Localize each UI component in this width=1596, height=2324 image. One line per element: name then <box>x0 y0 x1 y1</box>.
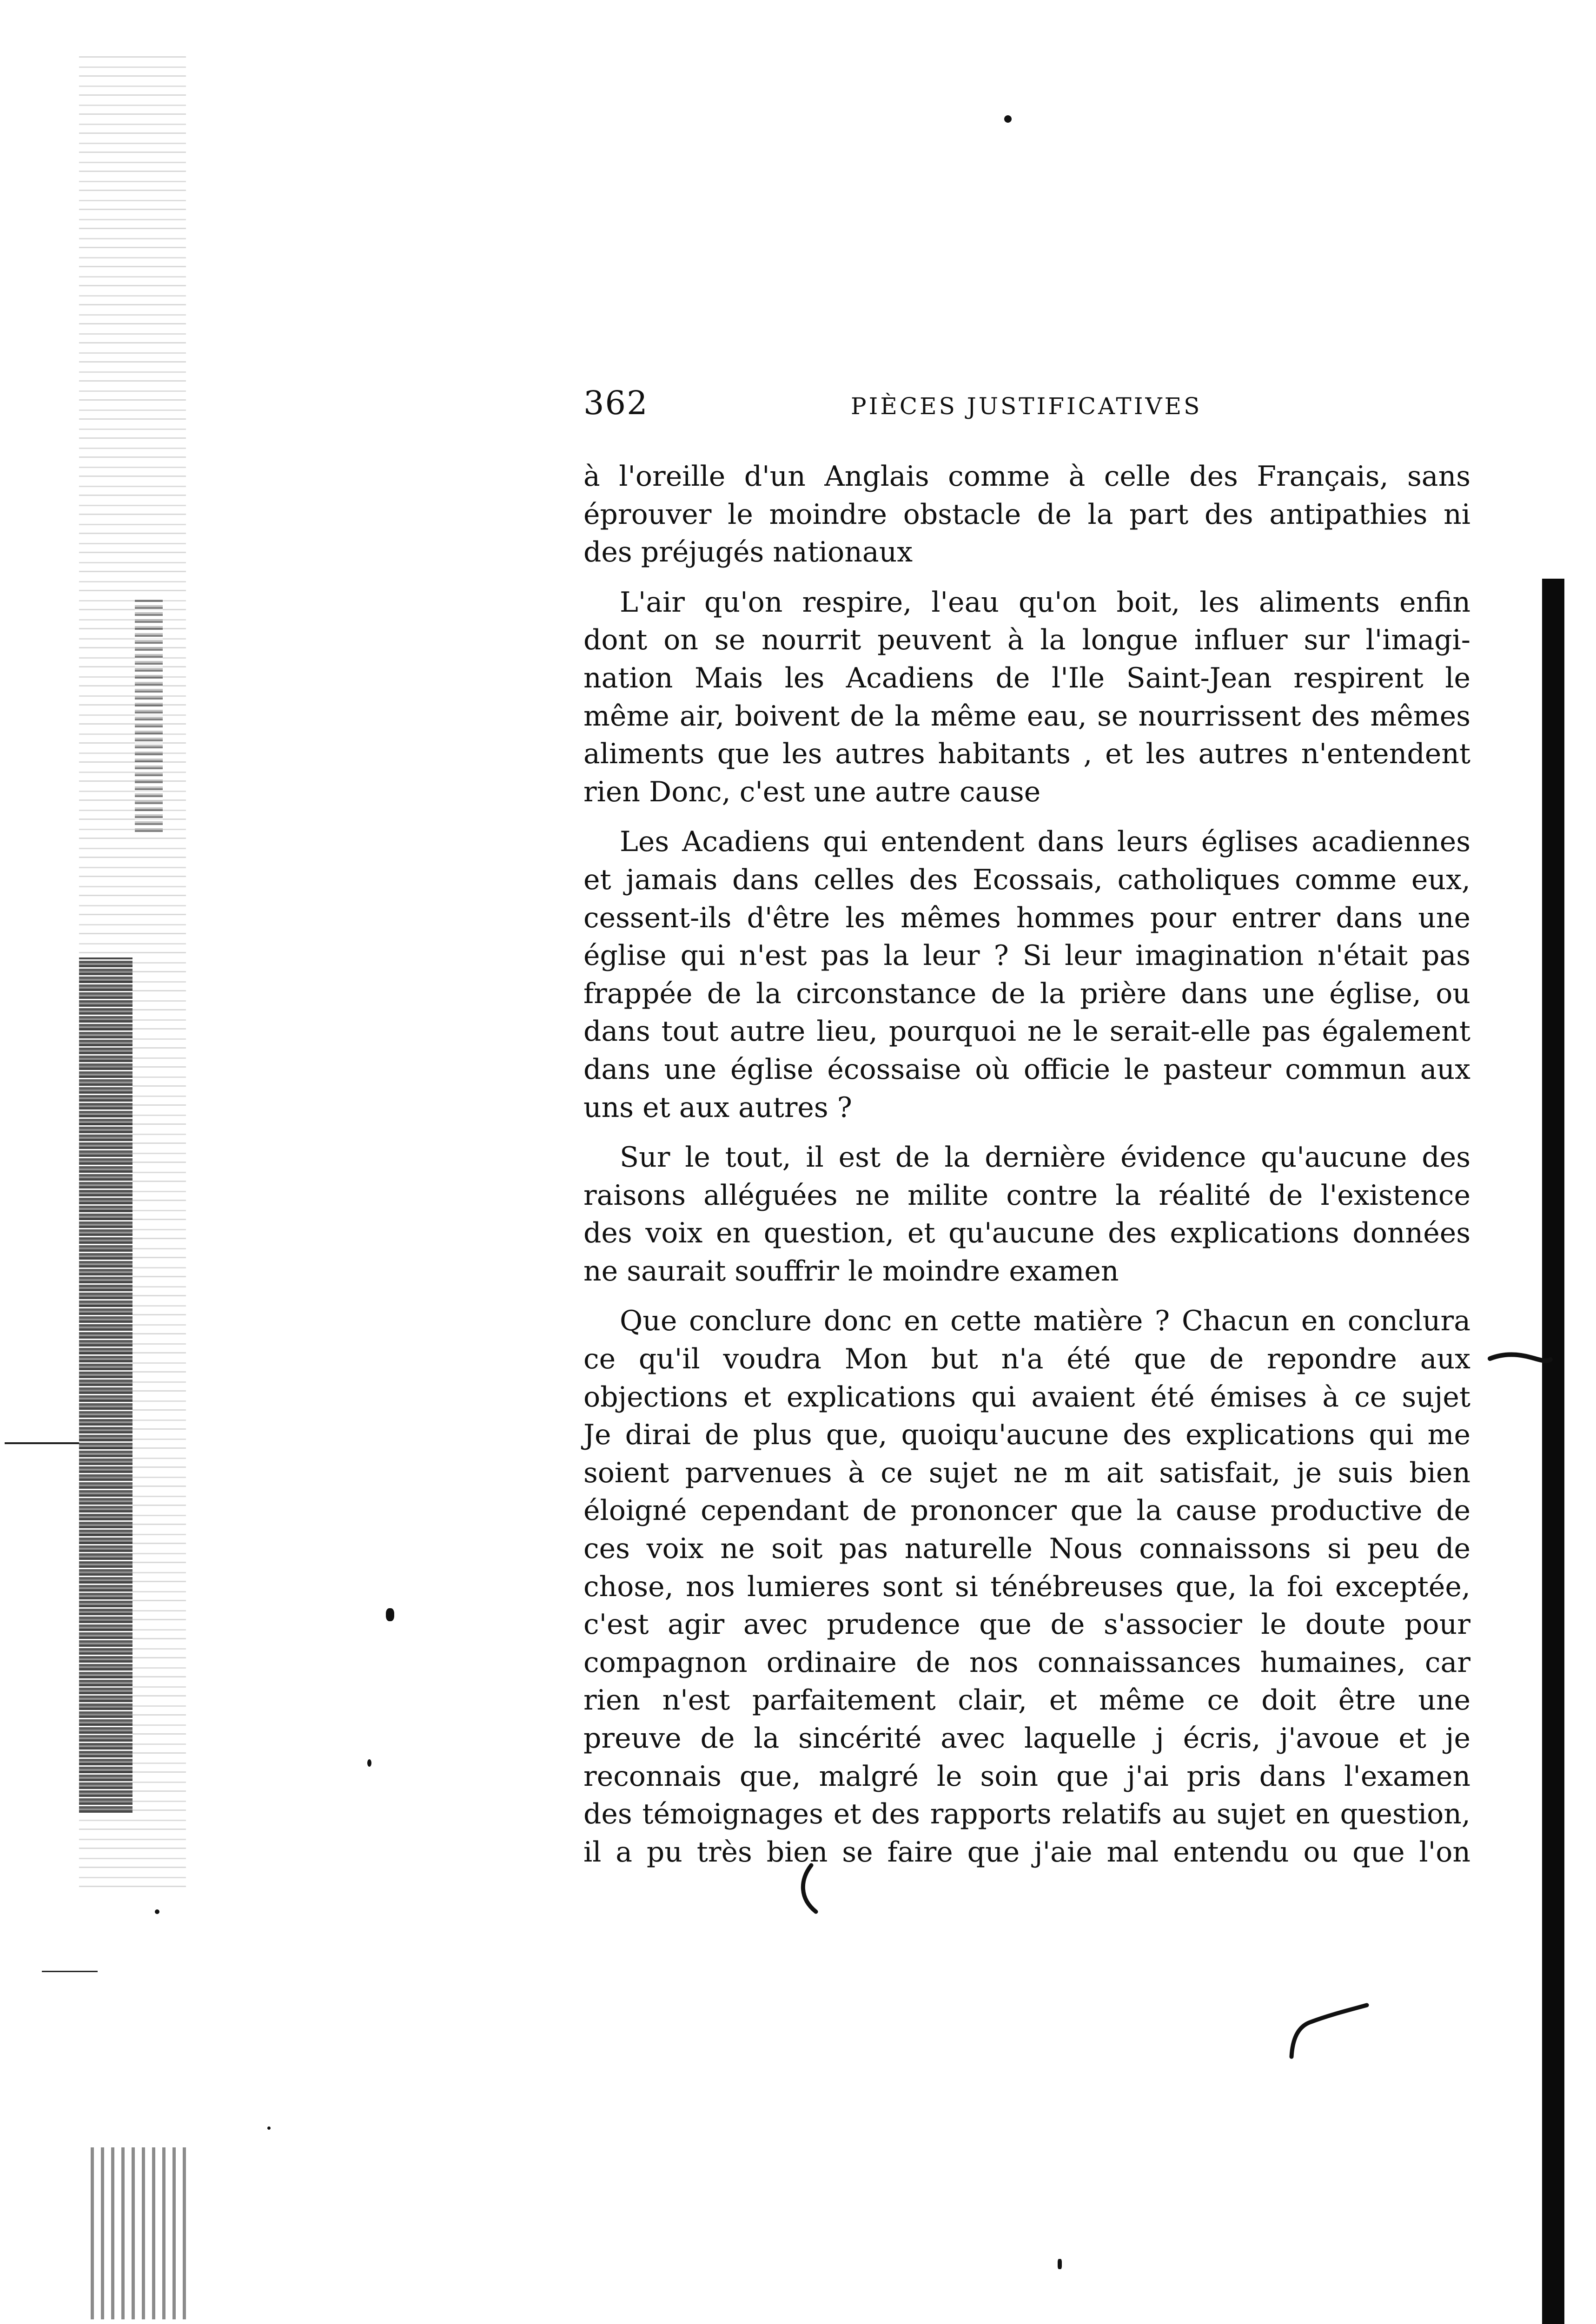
page-number: 362 <box>583 384 649 422</box>
text-line: soient parvenues à ce sujet ne m ait satisfait, je suis bien <box>583 1456 1470 1489</box>
text-line: dans une église écossaise où officie le pasteur commun aux <box>583 1053 1470 1086</box>
text-line: reconnais que, malgré le soin que j'ai pris dans l'examen <box>583 1760 1470 1793</box>
text-line: dans tout autre lieu, pourquoi ne le serait-elle pas également <box>583 1015 1470 1048</box>
ink-speck <box>155 1909 159 1914</box>
text-line: cessent-ils d'être les mêmes hommes pour entrer dans une <box>583 901 1470 934</box>
text-line: ce qu'il voudra Mon but n'a été que de repondre aux <box>583 1343 1470 1376</box>
text-line: compagnon ordinaire de nos connaissances humaines, car <box>583 1646 1470 1679</box>
ink-speck <box>367 1759 371 1767</box>
paragraph <box>583 823 1470 1127</box>
text-line: Que conclure donc en cette matière ? Chacun en conclura <box>620 1305 1470 1338</box>
body-text <box>583 458 1470 1871</box>
pen-stroke-mark <box>1278 1999 1371 2059</box>
ink-speck <box>267 2126 271 2130</box>
text-line: rien n'est parfaitement clair, et même ce doit être une <box>583 1684 1470 1717</box>
text-line: église qui n'est pas la leur ? Si leur imagination n'était pas <box>583 939 1470 972</box>
binding-gutter-shadow-upper <box>135 600 163 832</box>
text-line: des voix en question, et qu'aucune des explications données <box>583 1217 1470 1250</box>
text-line: Je dirai de plus que, quoiqu'aucune des explications qui me <box>583 1419 1470 1452</box>
ink-speck <box>386 1608 394 1621</box>
text-line: preuve de la sincérité avec laquelle j écris, j'avoue et je <box>583 1722 1470 1755</box>
gutter-rule-mark-lower <box>42 1971 98 1972</box>
ink-speck <box>1004 115 1012 123</box>
ink-speck <box>1058 2259 1062 2269</box>
paragraph <box>583 458 1470 572</box>
text-line: éprouver le moindre obstacle de la part des antipathies ni <box>583 498 1470 531</box>
text-line: chose, nos lumieres sont si ténébreuses que, la foi exceptée, <box>583 1570 1470 1603</box>
text-line: nation Mais les Acadiens de l'Ile Saint-Jean respirent le <box>583 661 1470 694</box>
text-line: rien Donc, c'est une autre cause <box>583 775 1041 808</box>
binding-gutter-fragments <box>91 2147 188 2319</box>
text-line: raisons alléguées ne milite contre la réalité de l'existence <box>583 1179 1470 1212</box>
text-line: et jamais dans celles des Ecossais, catholiques comme eux, <box>583 863 1470 896</box>
text-line: objections et explications qui avaient été émises à ce sujet <box>583 1380 1470 1413</box>
paragraph <box>583 1139 1470 1290</box>
page-header <box>583 382 1481 429</box>
text-line: c'est agir avec prudence que de s'associer le doute pour <box>583 1608 1470 1641</box>
binding-gutter-shadow <box>79 957 132 1813</box>
page-edge-shadow <box>1542 579 1564 2324</box>
text-line: à l'oreille d'un Anglais comme à celle des Français, sans <box>583 460 1470 493</box>
running-head: PIÈCES JUSTIFICATIVES <box>851 393 1202 420</box>
text-line: éloigné cependant de prononcer que la cause productive de <box>583 1494 1470 1527</box>
text-line: ces voix ne soit pas naturelle Nous connaissons si peu de <box>583 1532 1470 1565</box>
text-line: aliments que les autres habitants , et les autres n'entendent <box>583 738 1470 771</box>
text-line: il a pu très bien se faire que j'aie mal entendu ou que l'on <box>583 1835 1470 1868</box>
paragraph <box>583 1302 1470 1871</box>
text-line: Sur le tout, il est de la dernière évidence qu'aucune des <box>620 1141 1470 1174</box>
text-line: L'air qu'on respire, l'eau qu'on boit, les aliments enfin <box>620 586 1470 619</box>
margin-pen-stroke <box>1488 1346 1553 1373</box>
text-line: frappée de la circonstance de la prière dans une église, ou <box>583 977 1470 1010</box>
text-line: uns et aux autres ? <box>583 1091 852 1124</box>
text-line: ne saurait souffrir le moindre examen <box>583 1254 1119 1287</box>
paragraph <box>583 584 1470 812</box>
text-line: des témoignages et des rapports relatifs au sujet en question, <box>583 1798 1470 1831</box>
text-line: Les Acadiens qui entendent dans leurs églises acadiennes <box>620 825 1470 858</box>
text-line: même air, boivent de la même eau, se nourrissent des mêmes <box>583 700 1470 733</box>
gutter-rule-mark <box>5 1442 79 1444</box>
text-line: dont on se nourrit peuvent à la longue influer sur l'imagi- <box>583 624 1470 657</box>
text-line: des préjugés nationaux <box>583 536 913 569</box>
